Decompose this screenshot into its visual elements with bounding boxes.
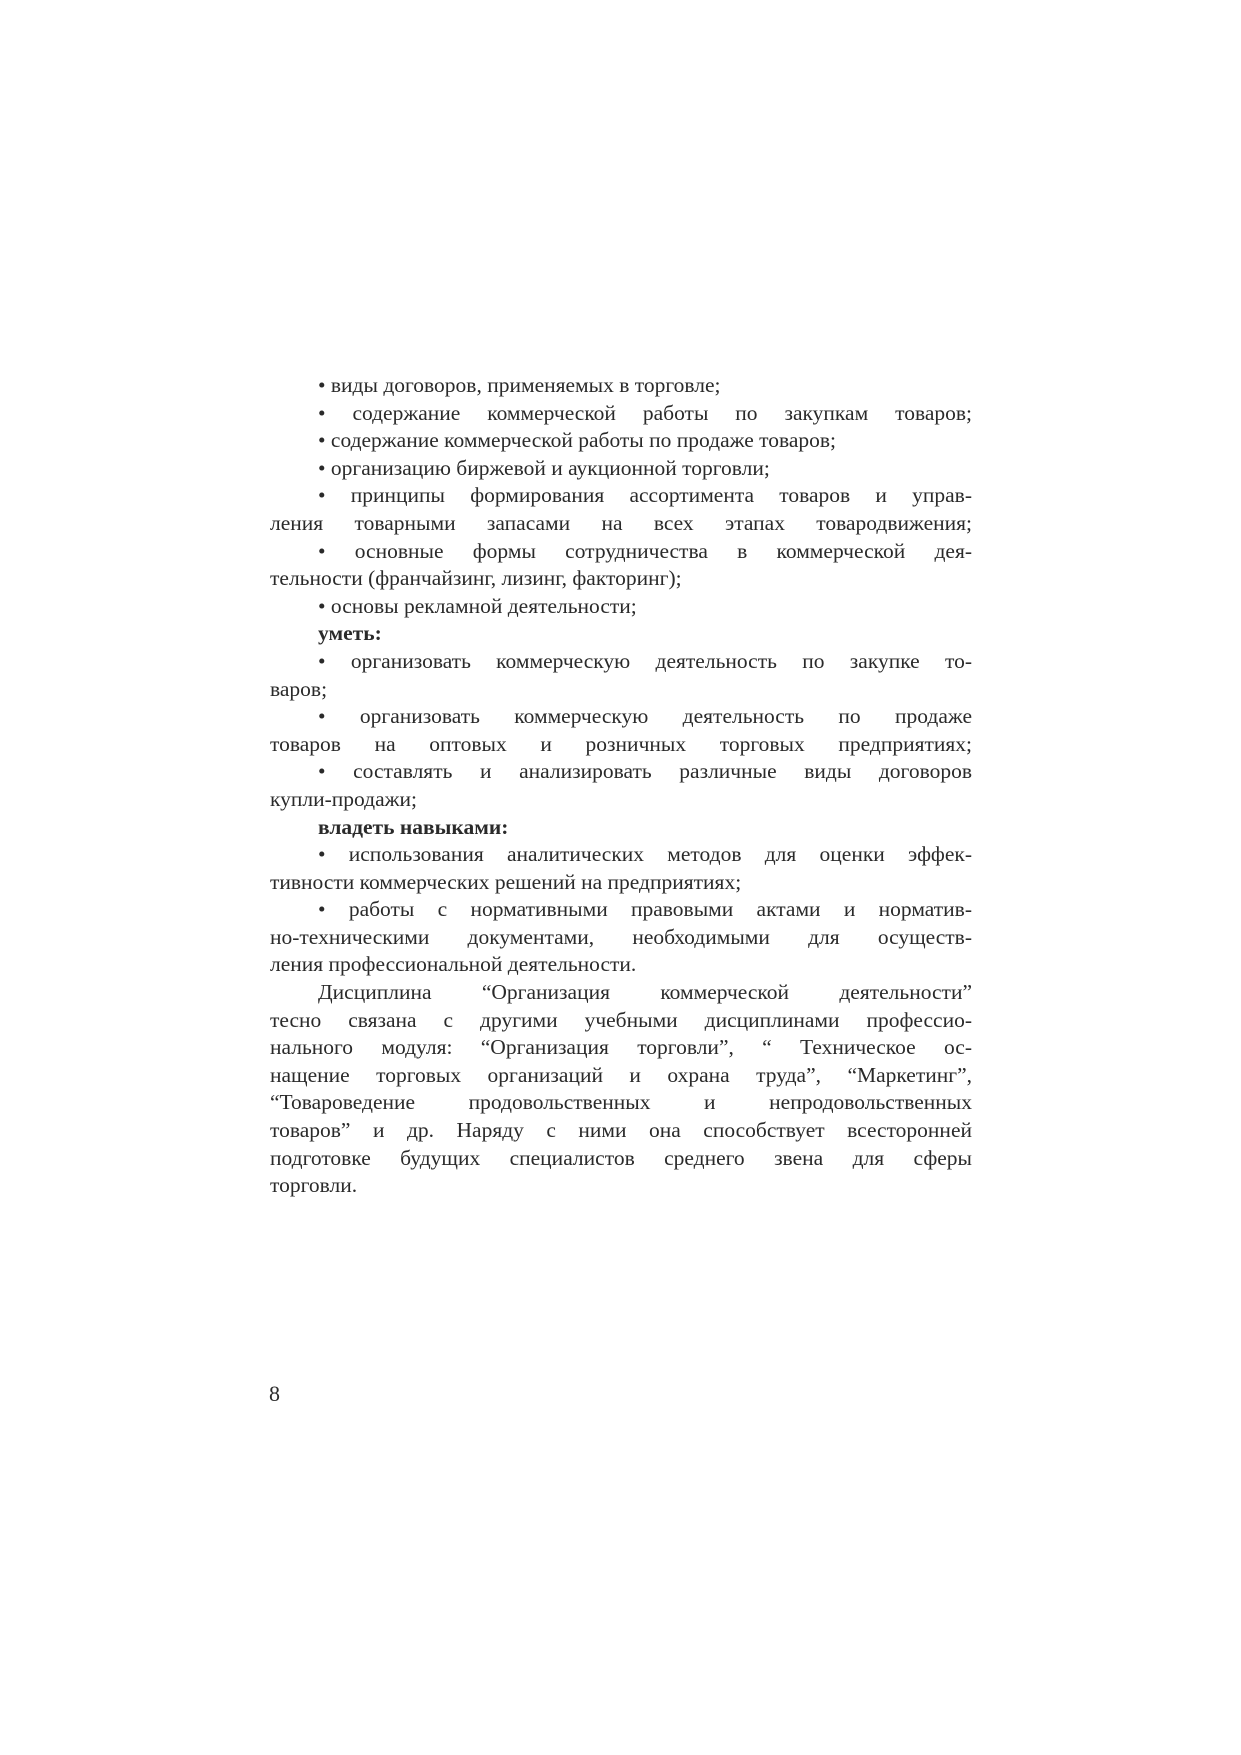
text-line: • составлять и анализировать различные виды договоров (318, 759, 972, 784)
text-line: купли-продажи; (270, 786, 417, 811)
text-line: нащение торговых организаций и охрана труда”, “Маркетинг”, (270, 1062, 972, 1087)
text-line: тивности коммерческих решений на предприятиях; (270, 869, 742, 894)
text-line: товаров” и др. Наряду с ними она способствует всесторонней (270, 1118, 972, 1143)
page-number: 8 (269, 1381, 280, 1406)
text-line: нального модуля: “Организация торговли”, “ Техническое ос- (270, 1035, 972, 1060)
text-line: тесно связана с другими учебными дисциплинами профессио- (270, 1007, 972, 1032)
section-heading: владеть навыками: (318, 814, 509, 839)
text-line: • принципы формирования ассортимента товаров и управ- (318, 483, 972, 508)
text-line: варов; (270, 676, 328, 701)
text-line: ления профессиональной деятельности. (270, 952, 637, 977)
text-line: “Товароведение продовольственных и непродовольственных (270, 1090, 972, 1115)
text-line: тельности (франчайзинг, лизинг, факторинг); (270, 566, 682, 591)
text-line: • организовать коммерческую деятельность по продаже (318, 704, 972, 729)
page-body (270, 372, 972, 1200)
text-line: • использования аналитических методов для оценки эффек- (318, 842, 972, 867)
text-line: товаров на оптовых и розничных торговых предприятиях; (270, 731, 972, 756)
section-heading: уметь: (318, 621, 382, 646)
text-line: Дисциплина “Организация коммерческой деятельности” (318, 980, 972, 1005)
text-line: • организацию биржевой и аукционной торговли; (318, 455, 770, 480)
text-line: • работы с нормативными правовыми актами и норматив- (318, 897, 972, 922)
text-line: • виды договоров, применяемых в торговле; (318, 373, 721, 397)
text-line: торговли. (270, 1173, 358, 1198)
text-line: подготовке будущих специалистов среднего звена для сферы (270, 1145, 972, 1170)
text-line: • основы рекламной деятельности; (318, 593, 637, 618)
text-line: • основные формы сотрудничества в коммерческой дея- (318, 538, 972, 563)
text-line: • содержание коммерческой работы по закупкам товаров; (318, 400, 972, 425)
text-line: но-техническими документами, необходимыми для осуществ- (270, 924, 972, 949)
text-line: • организовать коммерческую деятельность по закупке то- (318, 648, 972, 673)
text-line: • содержание коммерческой работы по продаже товаров; (318, 428, 837, 453)
text-line: ления товарными запасами на всех этапах товародвижения; (270, 510, 972, 535)
